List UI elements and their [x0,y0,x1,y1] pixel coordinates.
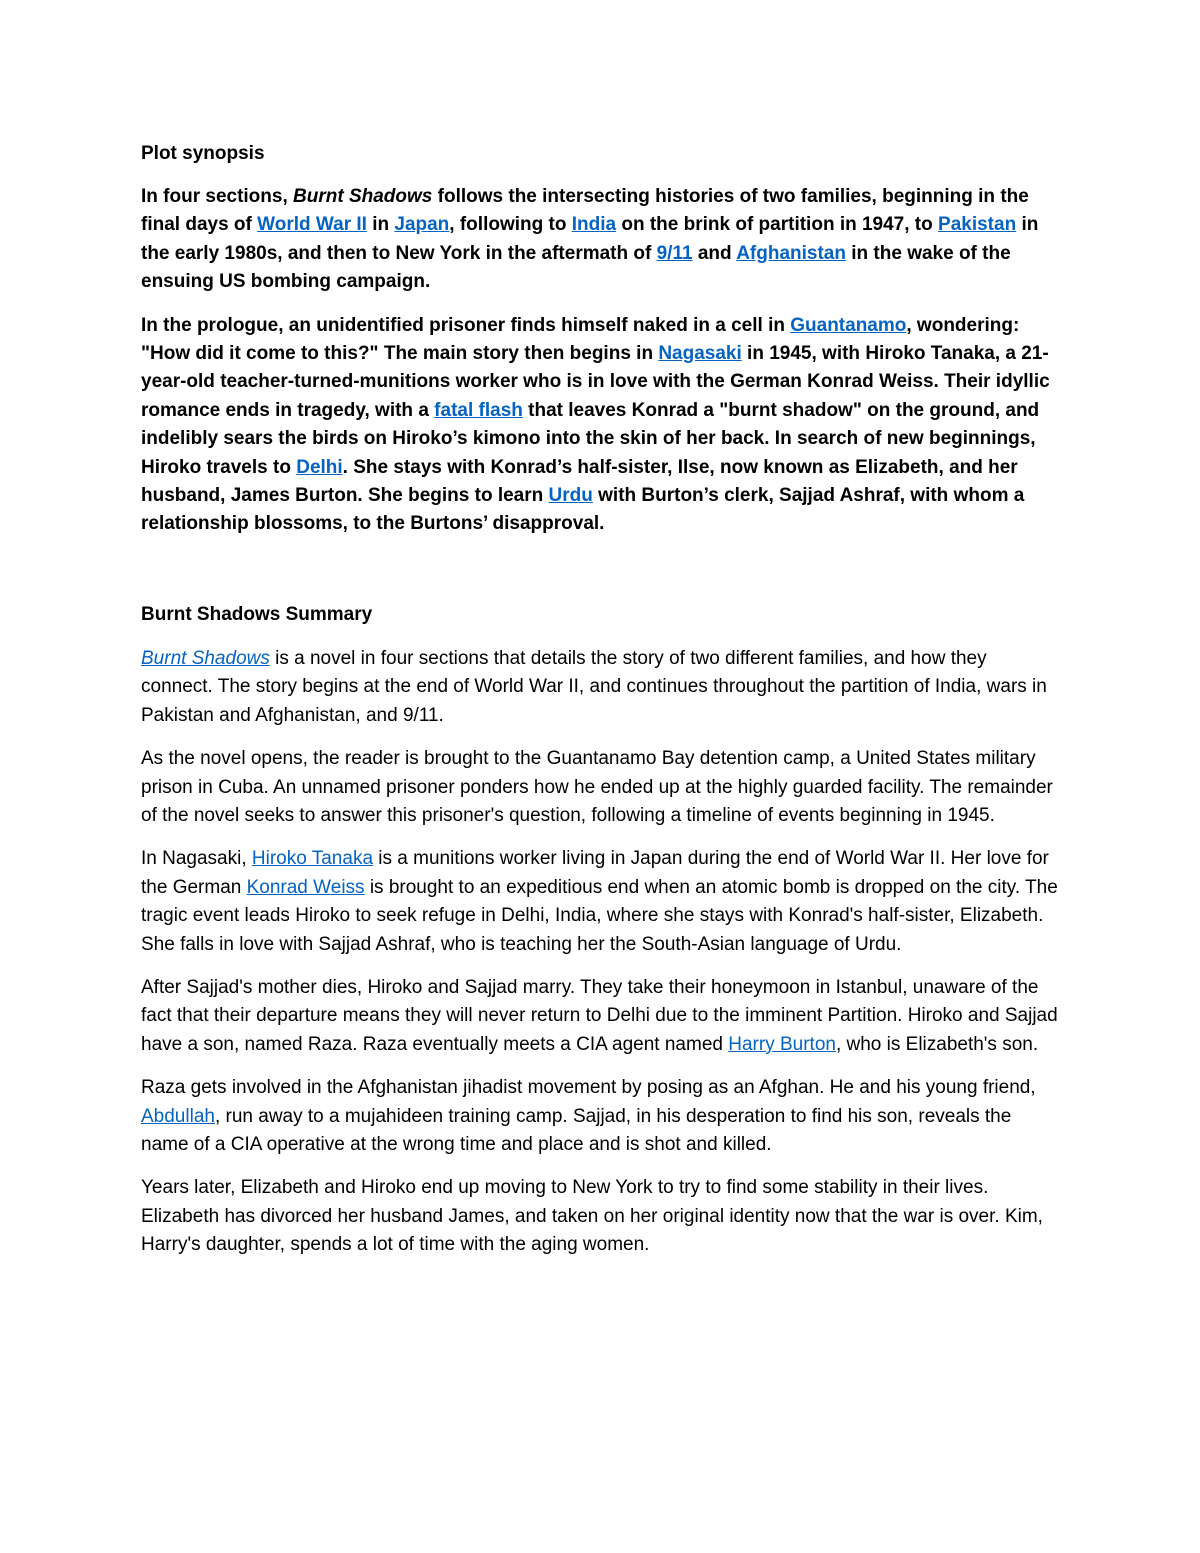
link-india[interactable]: India [571,214,617,236]
text-run: on the brink of partition in 1947, to [616,214,939,236]
link-delhi[interactable]: Delhi [296,456,343,478]
link-konrad-weiss[interactable]: Konrad Weiss [246,876,365,898]
text-run: , run away to a mujahideen training camp. Sajjad, in his desperation to find his son, reveals the name of a CIA operative at the wrong time and place and is shot and killed. [141,1105,1012,1155]
text-run: Years later, Elizabeth and Hiroko end up moving to New York to try to find some stability in their lives. Elizabeth has divorced her husband James, and taken on her original identity now that the war is over. Kim, Harry's daughter, spends a lot of time with the aging women. [141,1177,1043,1256]
text-run: . She stays with Konrad’s half-sister, Ilse, now known as Elizabeth, and her husband, James Burton. She begins to learn [141,456,1018,507]
synopsis-paragraph-2 [141,312,1061,539]
text-run: , following to [449,214,572,236]
text-run: , who is Elizabeth's son. [835,1033,1039,1055]
italic-title: Burnt Shadows [293,186,433,207]
text-run: Raza gets involved in the Afghanistan jihadist movement by posing as an Afghan. He and his young friend, [141,1077,1036,1099]
link-fatal-flash[interactable]: fatal flash [434,399,523,421]
summary-paragraph-2 [141,745,1061,830]
text-run: As the novel opens, the reader is brought to the Guantanamo Bay detention camp, a United States military prison in Cuba. An unnamed prisoner ponders how he ended up at the highly guarded facility. The remainder of the novel seeks to answer this prisoner's question, following a timeline of events beginning in 1945. [141,748,1053,826]
text-run: is a novel in four sections that details the story of two different families, and how they connect. The story begins at the end of World War II, and continues throughout the partition of India, wars in Pakistan and Afghanistan, and 9/11. [141,647,1047,726]
text-run: is brought to an expeditious end when an atomic bomb is dropped on the city. The tragic event leads Hiroko to seek refuge in Delhi, India, where she stays with Konrad's half-sister, Elizabeth. She falls in love with Sajjad Ashraf, who is teaching her the South-Asian language of Urdu. [141,876,1058,955]
heading-summary: Burnt Shadows Summary [141,603,373,625]
summary-paragraph-5 [141,1074,1061,1159]
text-run: , wondering: "How did it come to this?" The main story then begins in [141,314,1020,365]
link-text-italic: Burnt Shadows [141,647,270,669]
text-run: In Nagasaki, [141,848,252,870]
text-run: is a munitions worker living in Japan during the end of World War II. Her love for the German [141,848,1049,898]
summary-paragraph-3 [141,845,1061,959]
link-burnt-shadows[interactable] [141,648,270,669]
link-guantanamo[interactable]: Guantanamo [790,314,907,336]
text-run: In four sections, [141,186,294,207]
text-run: in the early 1980s, and then to New York in the aftermath of [141,214,1039,264]
link-hiroko-tanaka[interactable]: Hiroko Tanaka [251,848,374,870]
text-run: in the wake of the ensuing US bombing campaign. [141,242,1011,293]
link-harry-burton[interactable]: Harry Burton [728,1033,836,1055]
document-page [141,140,1061,1260]
link-japan[interactable]: Japan [394,214,450,236]
text-run: In the prologue, an unidentified prisoner finds himself naked in a cell in [141,314,791,336]
link-abdullah[interactable]: Abdullah [141,1105,215,1127]
link-nagasaki[interactable]: Nagasaki [658,343,742,365]
synopsis-paragraph-1 [141,183,1061,297]
link-urdu[interactable]: Urdu [548,485,593,507]
text-run: in [366,214,395,236]
text-run: with Burton’s clerk, Sajjad Ashraf, with whom a relationship blossoms, to the Burtons’ disapproval. [141,485,1025,535]
text-run: After Sajjad's mother dies, Hiroko and Sajjad marry. They take their honeymoon in Istanbul, unaware of the fact that their departure means they will never return to Delhi due to the imminent Partition. Hiroko and Sajjad have a son, named Raza. Raza eventually meets a CIA agent named [141,976,1058,1055]
summary-paragraph-6 [141,1174,1061,1259]
link-world-war-ii[interactable]: World War II [257,214,367,236]
heading-plot-synopsis: Plot synopsis [141,143,265,164]
link-afghanistan[interactable]: Afghanistan [736,242,846,264]
link-pakistan[interactable]: Pakistan [938,214,1017,236]
text-run: in 1945, with Hiroko Tanaka, a 21-year-old teacher-turned-munitions worker who is in love with the German Konrad Weiss. Their idyllic romance ends in tragedy, with a [141,343,1050,421]
text-run: and [692,242,737,264]
summary-paragraph-1 [141,645,1061,730]
link-9-11[interactable]: 9/11 [656,242,693,264]
summary-paragraph-4 [141,974,1061,1059]
text-run: that leaves Konrad a "burnt shadow" on the ground, and indelibly sears the birds on Hiroko’s kimono into the skin of her back. In search of new beginnings, Hiroko travels to [141,399,1040,478]
text-run: follows the intersecting histories of two families, beginning in the final days of [141,186,1029,236]
